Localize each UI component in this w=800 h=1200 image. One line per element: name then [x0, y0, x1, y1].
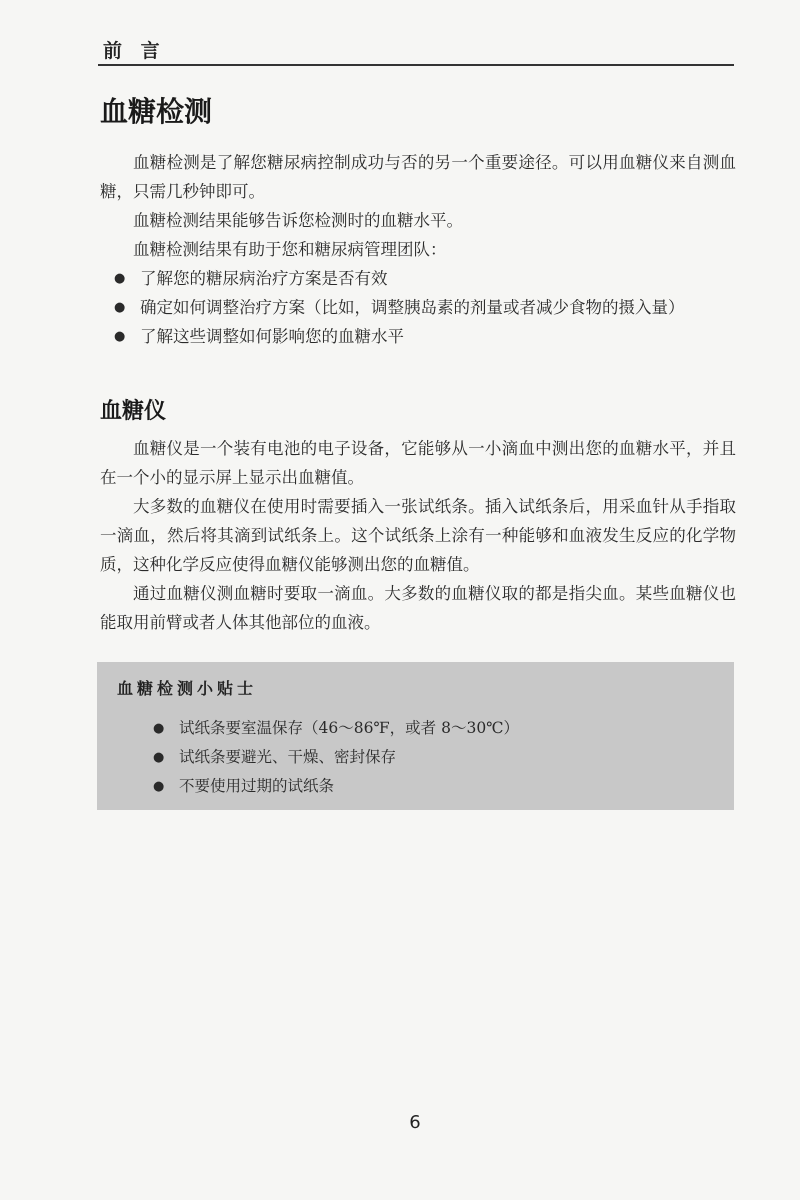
section1-body [100, 148, 736, 351]
bullet-list [100, 264, 736, 351]
list-item [100, 264, 736, 293]
header-rule [98, 64, 734, 66]
paragraph: 通过血糖仪测血糖时要取一滴血。大多数的血糖仪取的都是指尖血。某些血糖仪也能取用前臂或者人体其他部位的血液。 [100, 584, 736, 632]
paragraph: 血糖仪是一个装有电池的电子设备，它能够从一小滴血中测出您的血糖水平，并且在一个小的显示屏上显示出血糖值。 [100, 439, 736, 487]
list-item [100, 293, 736, 322]
list-item [117, 714, 714, 743]
bullet-icon: ● [153, 779, 165, 794]
list-item-text: 了解这些调整如何影响您的血糖水平 [140, 327, 404, 346]
list-item-text: 试纸条要避光、干燥、密封保存 [179, 748, 397, 766]
bullet-icon: ● [153, 750, 165, 765]
bullet-icon: ● [114, 271, 126, 286]
bullet-icon: ● [114, 329, 126, 344]
list-item [117, 743, 714, 772]
section-title-blood-glucose-testing: 血糖检测 [100, 95, 213, 128]
section2-body [100, 434, 736, 637]
paragraph: 血糖检测结果有助于您和糖尿病管理团队： [133, 240, 447, 259]
paragraph: 血糖检测是了解您糖尿病控制成功与否的另一个重要途径。可以用血糖仪来自测血糖，只需几秒钟即可。 [100, 153, 736, 201]
running-header: 前 言 [103, 40, 166, 62]
paragraph: 血糖检测结果能够告诉您检测时的血糖水平。 [133, 211, 463, 230]
section-title-glucose-meter: 血糖仪 [100, 399, 167, 424]
paragraph: 大多数的血糖仪在使用时需要插入一张试纸条。插入试纸条后，用采血针从手指取一滴血，然后将其滴到试纸条上。这个试纸条上涂有一种能够和血液发生反应的化学物质，这种化学反应使得血糖仪能够测出您的血糖值。 [100, 497, 736, 574]
tips-box [97, 662, 734, 810]
bullet-icon: ● [114, 300, 126, 315]
list-item-text: 不要使用过期的试纸条 [179, 777, 335, 795]
bullet-icon: ● [153, 721, 165, 736]
list-item-text: 确定如何调整治疗方案（比如，调整胰岛素的剂量或者减少食物的摄入量） [140, 298, 685, 317]
list-item-text: 试纸条要室温保存（46～86℉，或者 8～30℃） [179, 719, 520, 737]
list-item [117, 772, 714, 801]
list-item [100, 322, 736, 351]
tips-list [117, 714, 714, 801]
tips-title: 血糖检测小贴士 [117, 679, 258, 698]
page-number: 6 [409, 1112, 421, 1133]
list-item-text: 了解您的糖尿病治疗方案是否有效 [140, 269, 388, 288]
